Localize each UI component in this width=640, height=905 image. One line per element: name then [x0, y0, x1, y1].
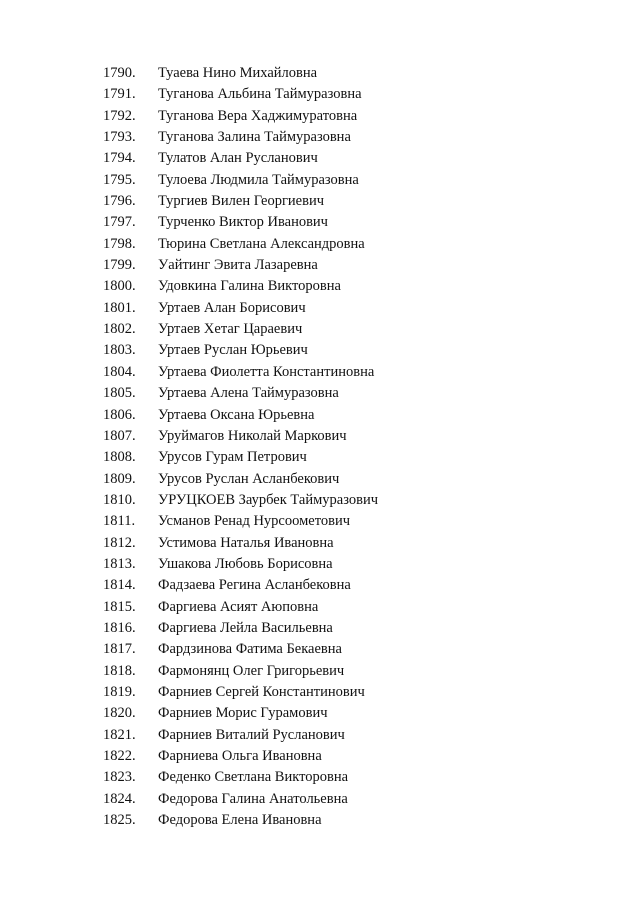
numbered-name-list	[0, 63, 640, 831]
list-item	[0, 533, 640, 554]
entry-number: 1806.	[103, 406, 136, 423]
entry-name: Фарниев Морис Гурамович	[158, 705, 328, 722]
entry-name: Устимова Наталья Ивановна	[158, 534, 334, 551]
entry-number: 1818.	[103, 662, 136, 679]
entry-name: Уртаев Алан Борисович	[158, 299, 306, 316]
entry-name: Урусов Руслан Асланбекович	[158, 470, 340, 487]
entry-name: Федорова Елена Ивановна	[158, 812, 322, 829]
list-item	[0, 661, 640, 682]
list-item	[0, 575, 640, 596]
entry-number: 1819.	[103, 683, 136, 700]
entry-name: Туганова Альбина Таймуразовна	[158, 86, 362, 103]
entry-name: Фадзаева Регина Асланбековна	[158, 577, 351, 594]
entry-number: 1825.	[103, 812, 136, 829]
entry-number: 1813.	[103, 555, 136, 572]
list-item	[0, 789, 640, 810]
list-item	[0, 426, 640, 447]
entry-name: Туаева Нино Михайловна	[158, 65, 318, 81]
entry-name: Уруймагов Николай Маркович	[158, 427, 347, 444]
entry-name: Фарниев Сергей Константинович	[158, 683, 365, 700]
list-item	[0, 170, 640, 191]
entry-number: 1817.	[103, 641, 136, 658]
entry-number: 1799.	[103, 257, 136, 274]
list-item	[0, 340, 640, 361]
entry-number: 1803.	[103, 342, 136, 359]
entry-number: 1807.	[103, 427, 136, 444]
entry-number: 1797.	[103, 214, 136, 231]
entry-name: Фаргиева Асият Аюповна	[158, 598, 319, 615]
entry-number: 1824.	[103, 790, 136, 807]
list-item	[0, 447, 640, 468]
entry-number: 1802.	[103, 321, 136, 338]
entry-number: 1805.	[103, 385, 136, 402]
list-item	[0, 511, 640, 532]
entry-name: Туганова Вера Хаджимуратовна	[158, 107, 358, 124]
entry-name: Фарниева Ольга Ивановна	[158, 748, 322, 764]
entry-number: 1794.	[103, 150, 136, 167]
entry-number: 1801.	[103, 299, 136, 316]
entry-name: Уртаева Алена Таймуразовна	[158, 385, 339, 402]
entry-name: Фарниев Виталий Русланович	[158, 726, 345, 743]
entry-name: Уайтинг Эвита Лазаревна	[158, 257, 318, 274]
list-item	[0, 191, 640, 212]
entry-name: Тюрина Светлана Александровна	[158, 235, 365, 252]
entry-number: 1821.	[103, 726, 136, 743]
entry-name: Феденко Светлана Викторовна	[158, 769, 349, 786]
list-item	[0, 405, 640, 426]
list-item	[0, 469, 640, 490]
list-item	[0, 63, 640, 84]
list-item	[0, 746, 640, 767]
entry-number: 1820.	[103, 705, 136, 722]
entry-number: 1812.	[103, 534, 136, 551]
entry-number: 1796.	[103, 193, 136, 210]
entry-number: 1808.	[103, 449, 136, 466]
list-item	[0, 298, 640, 319]
list-item	[0, 703, 640, 724]
entry-number: 1822.	[103, 748, 136, 764]
list-item	[0, 84, 640, 105]
entry-number: 1798.	[103, 235, 136, 252]
entry-number: 1810.	[103, 491, 136, 508]
entry-name: Усманов Ренад Нурсоометович	[158, 513, 350, 530]
entry-name: УРУЦКОЕВ Заурбек Таймуразович	[158, 491, 378, 508]
list-item	[0, 319, 640, 340]
entry-name: Ушакова Любовь Борисовна	[158, 555, 333, 572]
entry-name: Федорова Галина Анатольевна	[158, 790, 348, 807]
entry-number: 1792.	[103, 107, 136, 124]
list-item	[0, 725, 640, 746]
list-item	[0, 383, 640, 404]
entry-number: 1809.	[103, 470, 136, 487]
list-item	[0, 682, 640, 703]
entry-name: Удовкина Галина Викторовна	[158, 278, 341, 295]
entry-name: Фардзинова Фатима Бекаевна	[158, 641, 342, 658]
list-item	[0, 554, 640, 575]
list-item	[0, 212, 640, 233]
list-item	[0, 276, 640, 297]
entry-name: Фармонянц Олег Григорьевич	[158, 662, 345, 679]
list-item	[0, 127, 640, 148]
entry-name: Урусов Гурам Петрович	[158, 449, 307, 466]
entry-name: Уртаева Оксана Юрьевна	[158, 406, 315, 423]
entry-number: 1800.	[103, 278, 136, 295]
entry-number: 1795.	[103, 171, 136, 188]
list-item	[0, 767, 640, 788]
entry-name: Тулоева Людмила Таймуразовна	[158, 171, 359, 188]
list-item	[0, 618, 640, 639]
entry-number: 1811.	[103, 513, 136, 530]
list-item	[0, 255, 640, 276]
entry-number: 1791.	[103, 86, 136, 103]
list-item	[0, 639, 640, 660]
entry-name: Уртаев Хетаг Цараевич	[158, 321, 303, 338]
entry-name: Уртаева Фиолетта Константиновна	[158, 363, 375, 380]
list-item	[0, 234, 640, 255]
entry-number: 1815.	[103, 598, 136, 615]
list-item	[0, 810, 640, 831]
entry-name: Туганова Залина Таймуразовна	[158, 129, 351, 146]
list-item	[0, 148, 640, 169]
list-item	[0, 490, 640, 511]
entry-number: 1823.	[103, 769, 136, 786]
entry-name: Тулатов Алан Русланович	[158, 150, 318, 167]
list-item	[0, 362, 640, 383]
entry-name: Тургиев Вилен Георгиевич	[158, 193, 324, 210]
entry-name: Турченко Виктор Иванович	[158, 214, 328, 231]
entry-number: 1814.	[103, 577, 136, 594]
entry-number: 1793.	[103, 129, 136, 146]
list-item	[0, 106, 640, 127]
entry-number: 1804.	[103, 363, 136, 380]
entry-number: 1816.	[103, 619, 136, 636]
entry-name: Фаргиева Лейла Васильевна	[158, 619, 333, 636]
entry-number: 1790.	[103, 65, 136, 81]
list-item	[0, 597, 640, 618]
entry-name: Уртаев Руслан Юрьевич	[158, 342, 308, 359]
